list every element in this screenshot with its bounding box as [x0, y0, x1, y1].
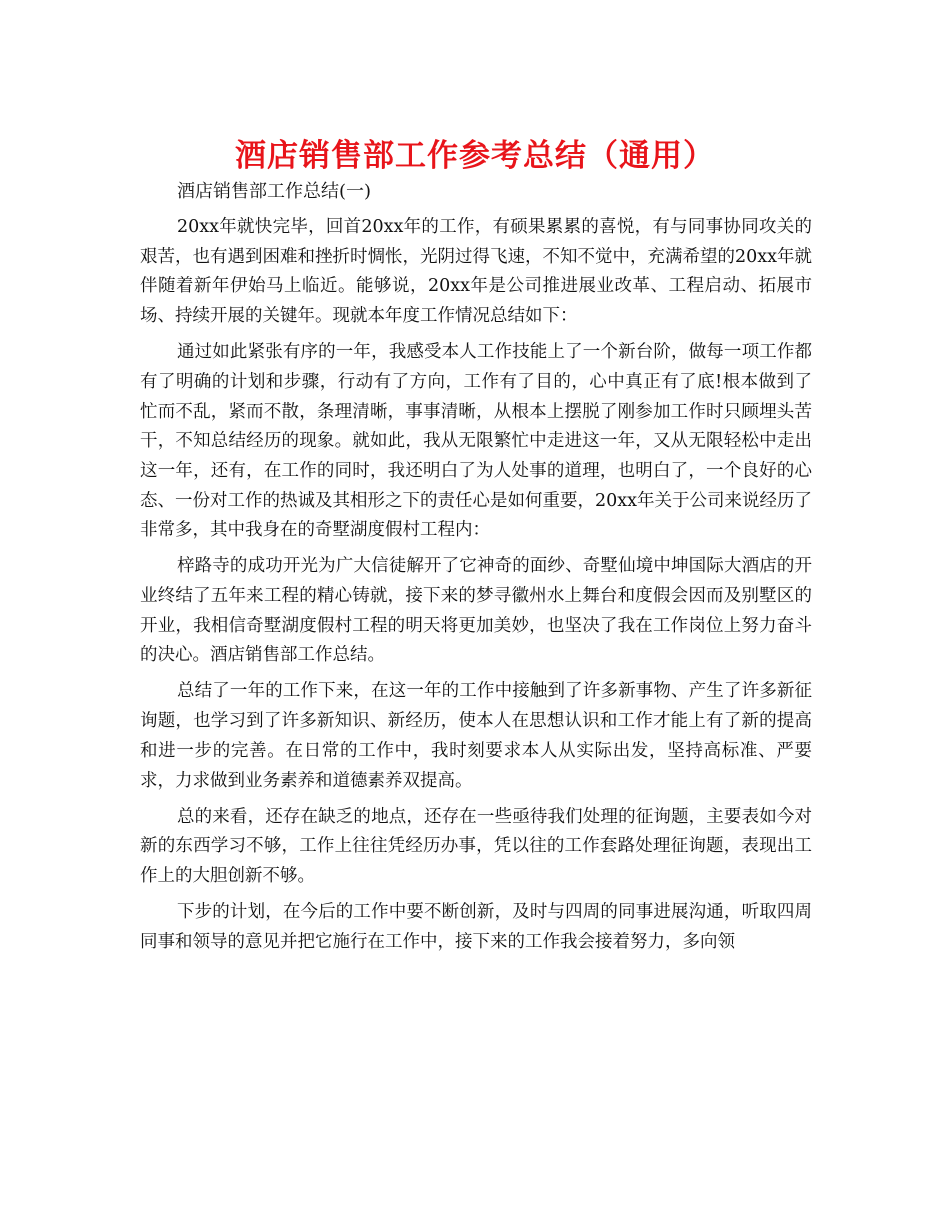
paragraph: 通过如此紧张有序的一年，我感受本人工作技能上了一个新台阶，做每一项工作都有了明确的计划和步骤，行动有了方向，工作有了目的，心中真正有了底!根本做到了忙而不乱，紧而不散，条理清晰，事事清晰，从根本上摆脱了刚参加工作时只顾埋头苦干，不知总结经历的现象。就如此，我从无限繁忙中走进这一年，又从无限轻松中走出这一年，还有，在工作的同时，我还明白了为人处事的道理，也明白了，一个良好的心态、一份对工作的热诚及其相形之下的责任心是如何重要，20xx年关于公司来说经历了非常多，其中我身在的奇墅湖度假村工程内： [140, 342, 813, 541]
paragraph: 20xx年就快完毕，回首20xx年的工作，有硕果累累的喜悦，有与同事协同攻关的艰苦，也有遇到困难和挫折时惆怅，光阴过得飞速，不知不觉中，充满希望的20xx年就伴随着新年伊始马上临近。能够说，20xx年是公司推进展业改革、工程启动、拓展市场、持续开展的关键年。现就本年度工作情况总结如下： [140, 217, 813, 327]
paragraph: 下步的计划，在今后的工作中要不断创新，及时与四周的同事进展沟通，听取四周同事和领导的意见并把它施行在工作中，接下来的工作我会接着努力，多向领 [140, 901, 812, 952]
paragraph: 总结了一年的工作下来，在这一年的工作中接触到了许多新事物、产生了许多新征询题，也学习到了许多新知识、新经历，使本人在思想认识和工作才能上有了新的提高和进一步的完善。在日常的工作中，我时刻要求本人从实际出发，坚持高标准、严要求，力求做到业务素养和道德素养双提高。 [140, 681, 812, 791]
paragraph: 梓路寺的成功开光为广大信徒解开了它神奇的面纱、奇墅仙境中坤国际大酒店的开业终结了五年来工程的精心铸就，接下来的梦寻徽州水上舞台和度假会因而及别墅区的开业，我相信奇墅湖度假村工程的明天将更加美妙，也坚决了我在工作岗位上努力奋斗的决心。酒店销售部工作总结。 [140, 556, 812, 666]
document-body [140, 213, 812, 964]
paragraph: 总的来看，还存在缺乏的地点，还存在一些亟待我们处理的征询题，主要表如今对新的东西学习不够，工作上往往凭经历办事，凭以往的工作套路处理征询题，表现出工作上的大胆创新不够。 [140, 806, 812, 886]
document-title: 酒店销售部工作参考总结（通用） [235, 138, 715, 174]
section-subtitle: 酒店销售部工作总结(一) [177, 181, 372, 202]
